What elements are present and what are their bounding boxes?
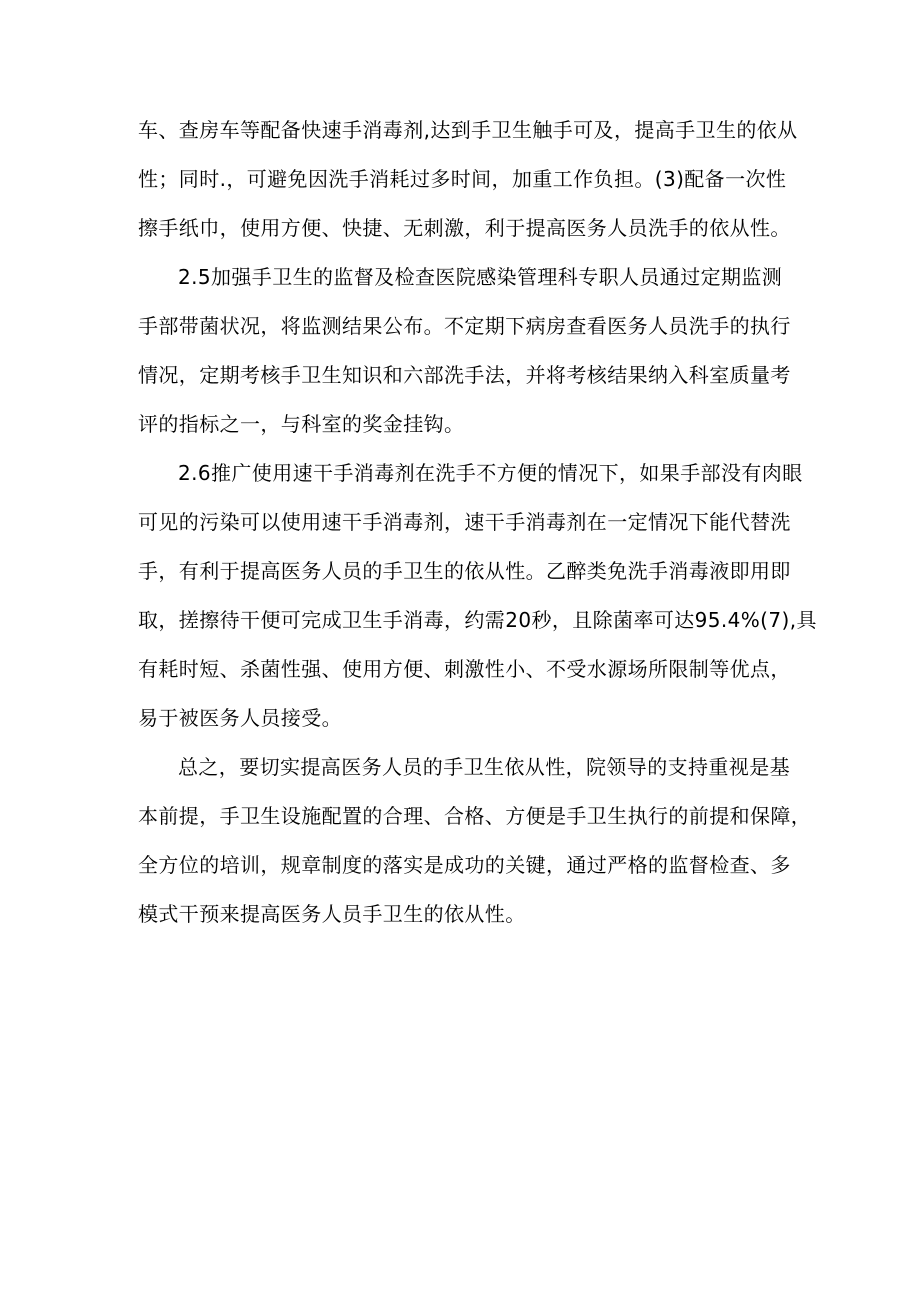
section-2-5-first-line: 2.5加强手卫生的监督及检查医院感染管理科专职人员通过定期监测	[178, 265, 783, 289]
conclusion-first-line: 总之，要切实提高医务人员的手卫生依从性，院领导的支持重视是基	[178, 755, 790, 779]
text-line: 评的指标之一，与科室的奖金挂钩。	[138, 412, 465, 436]
text-line: 性；同时.，可避免因洗手消耗过多时间，加重工作负担。(3)配备一次性	[138, 167, 787, 191]
text-line: 擦手纸巾，使用方便、快捷、无刺激，利于提高医务人员洗手的依从性。	[138, 216, 791, 240]
text-line: 车、查房车等配备快速手消毒剂,达到手卫生触手可及，提高手卫生的依从	[138, 118, 798, 142]
text-line: 有耗时短、杀菌性强、使用方便、刺激性小、不受水源场所限制等优点，	[138, 657, 791, 681]
section-2-6-first-line: 2.6推广使用速干手消毒剂在洗手不方便的情况下，如果手部没有肉眼	[178, 461, 803, 485]
text-line: 模式干预来提高医务人员手卫生的依从性。	[138, 902, 526, 926]
text-line: 全方位的培训，规章制度的落实是成功的关键，通过严格的监督检查、多	[138, 853, 791, 877]
text-line: 本前提，手卫生设施配置的合理、合格、方便是手卫生执行的前提和保障，	[138, 804, 812, 828]
text-line: 手，有利于提高医务人员的手卫生的依从性。乙醉类免洗手消毒液即用即	[138, 559, 791, 583]
text-line: 取，搓擦待干便可完成卫生手消毒，约需20秒，且除菌率可达95.4%(7),具	[138, 608, 817, 632]
text-line: 易于被医务人员接受。	[138, 706, 342, 730]
text-line: 情况，定期考核手卫生知识和六部洗手法，并将考核结果纳入科室质量考	[138, 363, 791, 387]
text-line: 手部带菌状况，将监测结果公布。不定期下病房查看医务人员洗手的执行	[138, 314, 791, 338]
text-line: 可见的污染可以使用速干手消毒剂，速干手消毒剂在一定情况下能代替洗	[138, 510, 791, 534]
